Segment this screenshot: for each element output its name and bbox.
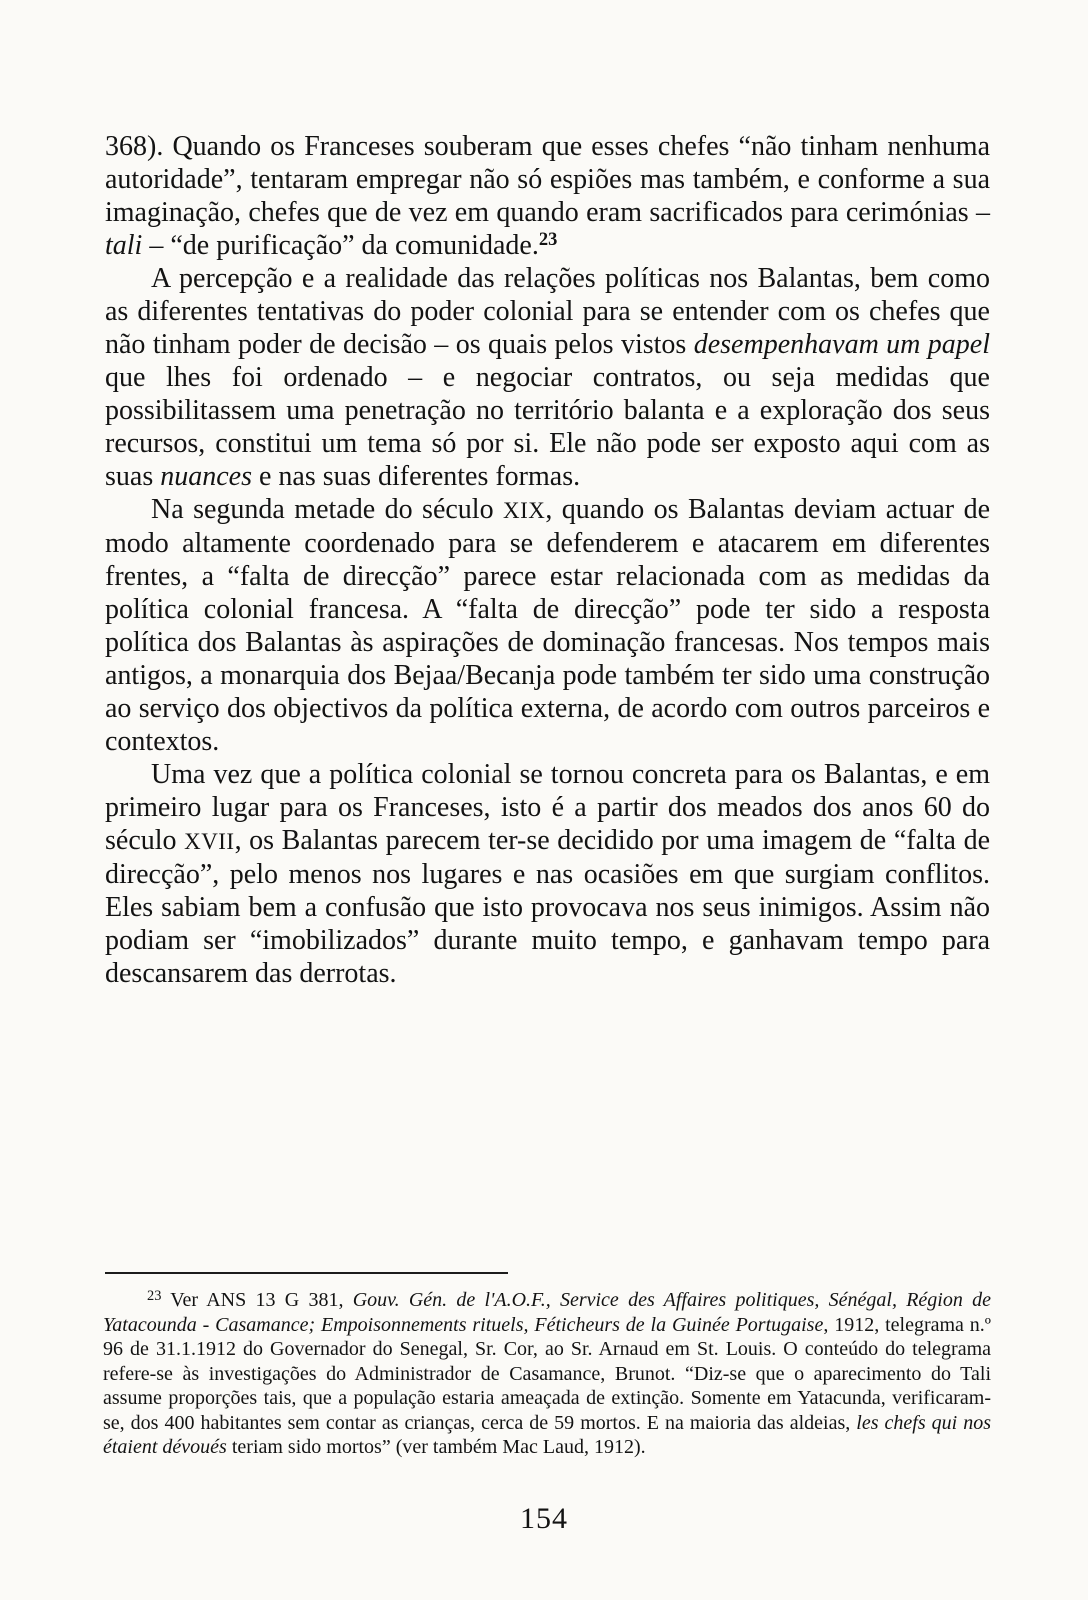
text-run: teriam sido mortos” (ver também Mac Laud, 1912). — [226, 1436, 646, 1458]
italic-text-run: nuances — [160, 461, 252, 492]
footnote-marker: 23 — [147, 1287, 162, 1304]
text-run: Uma vez que a política colonial se tornou concreta para os Balantas, e em primeiro lugar para os Franceses, isto é a partir dos meados dos anos 60 do século — [105, 759, 990, 856]
paragraph — [105, 758, 990, 990]
paragraph — [105, 262, 990, 493]
text-run: – “de purificação” da comunidade. — [142, 230, 539, 261]
footnote-reference: 23 — [538, 228, 558, 249]
italic-text-run: desempenhavam um papel — [693, 329, 990, 360]
body-text — [105, 130, 990, 990]
paragraph — [105, 130, 990, 262]
text-run: que lhes foi ordenado – e negociar contratos, ou seja medidas que possibilitassem uma penetração no território balanta e a exploração dos seus recursos, constitui um tema só por si. Ele não pode ser exposto aqui com as suas — [105, 362, 990, 492]
smallcaps-text-run: XIX — [503, 498, 546, 523]
footnote-separator — [105, 1272, 508, 1274]
smallcaps-text-run: XVII — [184, 829, 235, 854]
text-run: e nas suas diferentes formas. — [252, 461, 581, 492]
text-run: A percepção e a realidade das relações políticas nos Balantas, bem como as diferentes tentativas do poder colonial para se entender com os chefes que não tinham poder de decisão – os quais pelos vistos — [105, 263, 990, 360]
italic-text-run: les chefs qui nos étaient dévoués — [103, 1411, 991, 1458]
italic-text-run: tali — [105, 230, 143, 261]
text-run: 368). Quando os Franceses souberam que esses chefes “não tinham nenhuma autoridade”, tentaram empregar não só espiões mas também, e conforme a sua imaginação, chefes que de vez em quando eram sacrificados para cerimónias – — [105, 131, 990, 228]
text-run: Ver ANS 13 G 381, — [161, 1289, 353, 1311]
text-run: Na segunda metade do século — [151, 494, 504, 525]
text-run: , quando os Balantas deviam actuar de modo altamente coordenado para se defenderem e atacarem em diferentes frentes, a “falta de direcção” parece estar relacionada com as medidas da política colonial francesa. A “falta de direcção” pode ter sido a resposta política dos Balantas às aspirações de dominação francesas. Nos tempos mais antigos, a monarquia dos Bejaa/Becanja pode também ter sido uma construção ao serviço dos objectivos da política externa, de acordo com outros parceiros e contextos. — [105, 494, 990, 757]
page-number: 154 — [520, 1502, 568, 1535]
footnote-text — [103, 1288, 991, 1460]
text-run: , os Balantas parecem ter-se decidido por uma imagem de “falta de direcção”, pelo menos nos lugares e nas ocasiões em que surgiam conflitos. Eles sabiam bem a confusão que isto provocava nos seus inimigos. Assim não podiam ser “imobilizados” durante muito tempo, e ganhavam tempo para descansarem das derrotas. — [105, 825, 990, 989]
italic-text-run: Gouv. Gén. de l'A.O.F., Service des Affaires politiques, Sénégal, Région de Yatacounda - Casamance; Empoisonnements rituels, Féticheurs de la Guinée Portugaise — [103, 1289, 991, 1336]
paragraph — [105, 493, 990, 758]
text-run: , 1912, telegrama n.º 96 de 31.1.1912 do Governador do Senegal, Sr. Cor, ao Sr. Arnaud em St. Louis. O conteúdo do telegrama refere-se às investigações do Administrador de Casamance, Brunot. “Diz-se que o aparecimento do Tali assume proporções tais, que a população estaria ameaçada de extinção. Somente em Yatacunda, verificaram-se, dos 400 habitantes sem contar as crianças, cerca de 59 mortos. E na maioria das aldeias, — [103, 1313, 991, 1434]
